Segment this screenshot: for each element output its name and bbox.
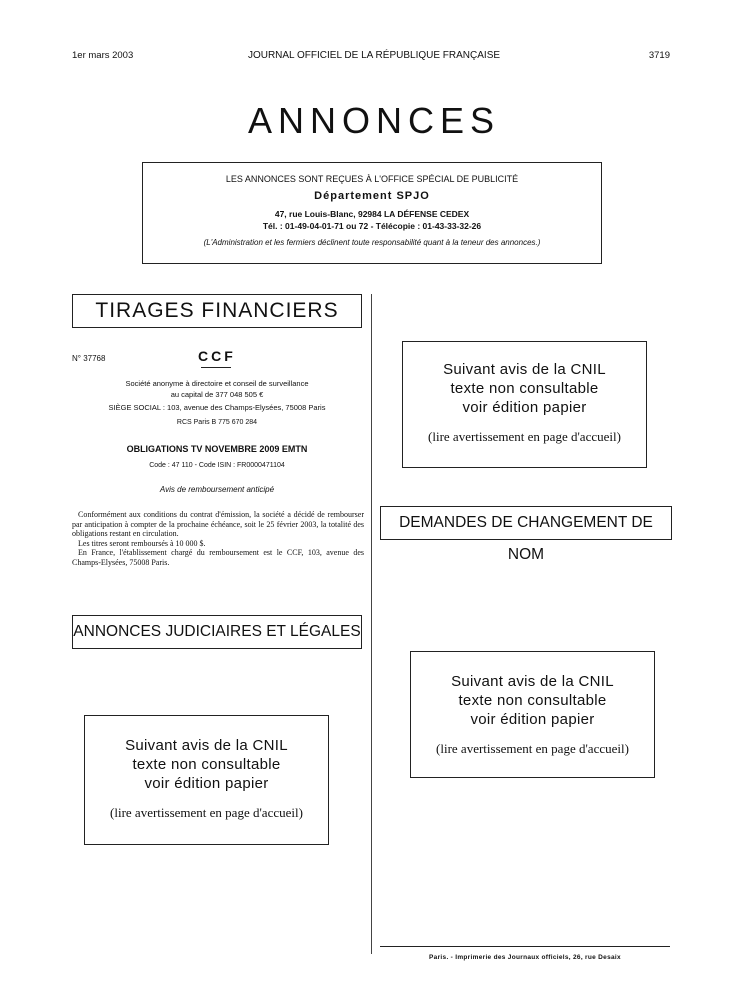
notice-box (142, 162, 602, 264)
cnil-note: (lire avertissement en page d'accueil) (428, 429, 621, 444)
announcement-body (72, 510, 364, 568)
page-number: 3719 (648, 50, 670, 61)
company-capital: au capital de 377 048 505 € (170, 390, 264, 399)
footer-rule (380, 946, 670, 947)
cnil-line: Suivant avis de la CNIL (125, 737, 288, 754)
company-head-office: SIÈGE SOCIAL : 103, avenue des Champs-Elysées, 75008 Paris (108, 403, 326, 412)
notice-department: Département SPJO (314, 190, 430, 202)
section-header-judiciaires: ANNONCES JUDICIAIRES ET LÉGALES (72, 615, 362, 649)
cnil-line: Suivant avis de la CNIL (443, 361, 606, 378)
company-description: Société anonyme à directoire et conseil de surveillance (125, 379, 309, 388)
body-paragraph: En France, l'établissement chargé du remboursement est le CCF, 103, avenue des Champs-Elysées, 75008 Paris. (72, 548, 364, 567)
notice-disclaimer: (L'Administration et les fermiers déclinent toute responsabilité quant à la teneur des annonces.) (203, 238, 541, 247)
notice-address: 47, rue Louis-Blanc, 92984 LA DÉFENSE CEDEX (274, 209, 470, 219)
notice-line: LES ANNONCES SONT REÇUES À L'OFFICE SPÉCIAL DE PUBLICITÉ (225, 174, 519, 184)
notice-subtitle: Avis de remboursement anticipé (159, 485, 275, 494)
company-rcs: RCS Paris B 775 670 284 (176, 419, 258, 426)
page-title: ANNONCES (247, 100, 501, 141)
column-divider (371, 294, 372, 954)
bond-title: OBLIGATIONS TV NOVEMBRE 2009 EMTN (126, 444, 308, 454)
printer-imprint: Paris. - Imprimerie des Journaux officiels, 26, rue Desaix (429, 954, 621, 961)
section-header-demandes: DEMANDES DE CHANGEMENT DE NOM (380, 506, 672, 540)
cnil-line: voir édition papier (144, 775, 269, 792)
company-name: CCF (198, 348, 236, 364)
body-paragraph: Les titres seront remboursés à 10 000 $. (78, 538, 206, 548)
cnil-line: texte non consultable (458, 692, 607, 709)
company-name-rule (201, 367, 231, 368)
cnil-notice-box (410, 651, 655, 778)
cnil-notice-box (402, 341, 647, 468)
section-header-tirages: TIRAGES FINANCIERS (72, 294, 362, 328)
cnil-line: voir édition papier (462, 399, 587, 416)
bond-code: Code : 47 110 - Code ISIN : FR0000471104 (149, 462, 285, 469)
cnil-line: texte non consultable (450, 380, 599, 397)
cnil-notice-box (84, 715, 329, 845)
cnil-note: (lire avertissement en page d'accueil) (436, 741, 629, 756)
cnil-line: voir édition papier (470, 711, 595, 728)
header-date: 1er mars 2003 (72, 50, 134, 61)
cnil-note: (lire avertissement en page d'accueil) (110, 805, 303, 820)
announcement-number: N° 37768 (72, 354, 106, 363)
journal-title: JOURNAL OFFICIEL DE LA RÉPUBLIQUE FRANÇAISE (247, 50, 501, 61)
cnil-line: texte non consultable (132, 756, 281, 773)
cnil-line: Suivant avis de la CNIL (451, 673, 614, 690)
body-paragraph: Conformément aux conditions du contrat d'émission, la société a décidé de rembourser par anticipation à compter de la prochaine échéance, soit le 25 février 2003, la totalité des obligations restant en circulation. (72, 510, 364, 539)
notice-phone: Tél. : 01-49-04-01-71 ou 72 - Télécopie : 01-43-33-32-26 (262, 221, 482, 231)
